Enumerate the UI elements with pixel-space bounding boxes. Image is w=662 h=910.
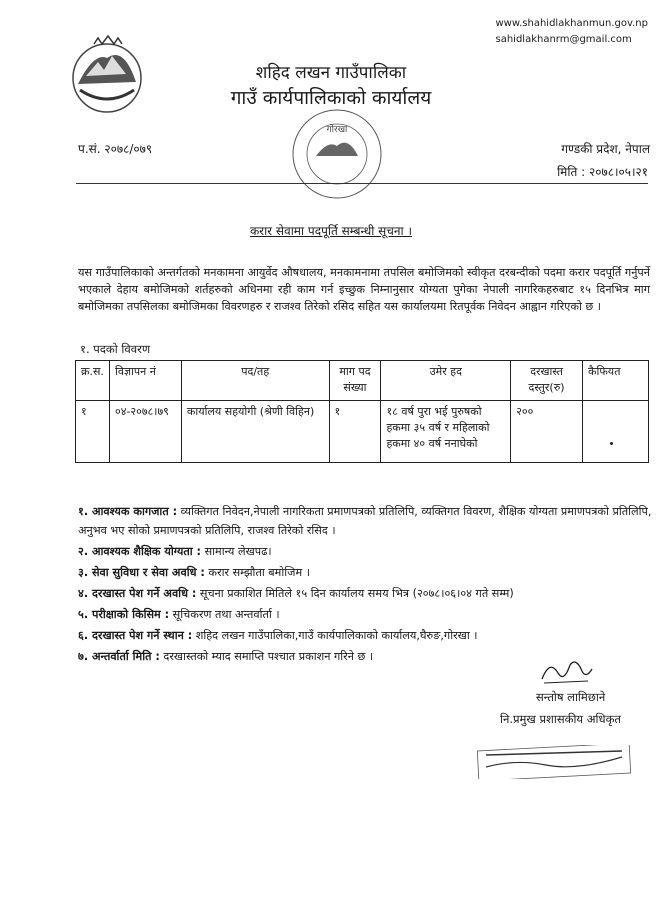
handwritten-seal-icon bbox=[476, 745, 632, 779]
province: गण्डकी प्रदेश, नेपाल bbox=[561, 142, 650, 156]
notice-subject: करार सेवामा पदपूर्ति सम्बन्धी सूचना । bbox=[249, 224, 413, 238]
header-count: माग पद संख्या bbox=[329, 361, 381, 401]
cell-count: १ bbox=[329, 401, 381, 463]
office-stamp-icon bbox=[282, 104, 392, 214]
notice-date: मिति : २०७८।०५।२१ bbox=[557, 165, 648, 179]
section-title: १. पदको विवरण bbox=[80, 342, 151, 356]
stamp-label: गोरखा bbox=[326, 125, 348, 135]
header-age: उमेर हद bbox=[381, 361, 511, 401]
list-item: ३. सेवा सुविधा र सेवा अवधि : करार सम्झौता बमोजिम । bbox=[78, 566, 310, 579]
list-item: ४. दरखास्त पेश गर्ने अवधि : सूचना प्रकाशित मितिले १५ दिन कार्यालय समय भित्र (२०७८।०६।०४ गते सम्म) bbox=[78, 587, 514, 600]
cell-fee: २०० bbox=[511, 401, 583, 463]
list-item: ५. परीक्षाको किसिम : सूचिकरण तथा अन्तर्वार्ता । bbox=[78, 608, 280, 621]
cell-sn: १ bbox=[76, 401, 110, 463]
office-name: शहिद लखन गाउँपालिका bbox=[255, 63, 407, 83]
signer-title: नि.प्रमुख प्रशासकीय अधिकृत bbox=[500, 712, 621, 726]
cell-post: कार्यालय सहयोगी (श्रेणी विहिन) bbox=[181, 401, 329, 463]
reference-number: प.सं. २०७८/०७९ bbox=[78, 142, 153, 156]
header-sn: क्र.स. bbox=[76, 361, 110, 401]
table-row bbox=[76, 401, 649, 463]
contact-info bbox=[495, 16, 648, 48]
header-post: पद/तह bbox=[181, 361, 329, 401]
list-item: ७. अन्तर्वार्ता मिति : दरखास्तको म्याद समाप्ति पश्चात प्रकाशन गरिने छ । bbox=[78, 650, 374, 663]
table-header-row bbox=[76, 361, 649, 401]
header-ad-no: विज्ञापन नं bbox=[109, 361, 181, 401]
list-item: १. आवश्यक कागजात : व्यक्तिगत निवेदन,नेपाली नागरिकता प्रमाणपत्रको प्रतिलिपि, व्यक्तिगत विवरण, शैक्षिक योग्यता प्रमाणपत्रको प्रतिलिपि, अनुभव भए सोको प्रमाणपत्रको प्रतिलिपि, राजश्व तिरेको रसिद । bbox=[78, 505, 652, 537]
header-remarks: कैफियत bbox=[583, 361, 649, 401]
notice-body: यस गाउँपालिकाको अन्तर्गतको मनकामना आयुर्वेद औषधालय, मनकामनामा तपसिल बमोजिमको स्वीकृत दरबन्दीको पदमा करार पदपूर्ति गर्नुपर्ने भएकाले देहाय बमोजिमको शर्तहरुको अधिनमा रही काम गर्न इच्छुक निम्नानुसार योग्यता पुगेका नेपाली नागरिकहरुबाट १५ दिनभित्र माग बमोजिमका तपसिलका बमोजिमका विवरणहरु र राजश्व तिरेको रसिद सहित यस कार्यालयमा रितपूर्वक निवेदन आह्वान गरिएको छ । bbox=[78, 266, 650, 313]
email-link[interactable]: sahidlakhanrm@gmail.com bbox=[495, 34, 632, 45]
header-fee: दरखास्त दस्तुर(रु) bbox=[511, 361, 583, 401]
header-divider bbox=[76, 183, 648, 184]
cell-remarks bbox=[583, 401, 649, 463]
position-table bbox=[75, 360, 649, 463]
list-item: ६. दरखास्त पेश गर्ने स्थान : शहिद लखन गाउँपालिका,गाउँ कार्यपालिकाको कार्यालय,घैरुङ,गोरखा । bbox=[78, 629, 478, 642]
cell-age: १८ वर्ष पुरा भई पुरुषको हकमा ३५ वर्ष र महिलाको हकमा ४० वर्ष ननाघेको bbox=[381, 401, 511, 463]
list-item: २. आवश्यक शैक्षिक योग्यता : सामान्य लेखपढ। bbox=[78, 545, 272, 558]
conditions-list bbox=[78, 502, 652, 668]
cell-ad-no: ०४-२०७८।७९ bbox=[109, 401, 181, 463]
website-link[interactable]: www.shahidlakhanmun.gov.np bbox=[495, 18, 648, 29]
office-subtitle: गाउँ कार्यपालिकाको कार्यालय bbox=[230, 87, 432, 109]
signature-icon bbox=[536, 655, 596, 689]
signer-name: सन्तोष लामिछाने bbox=[536, 690, 606, 704]
